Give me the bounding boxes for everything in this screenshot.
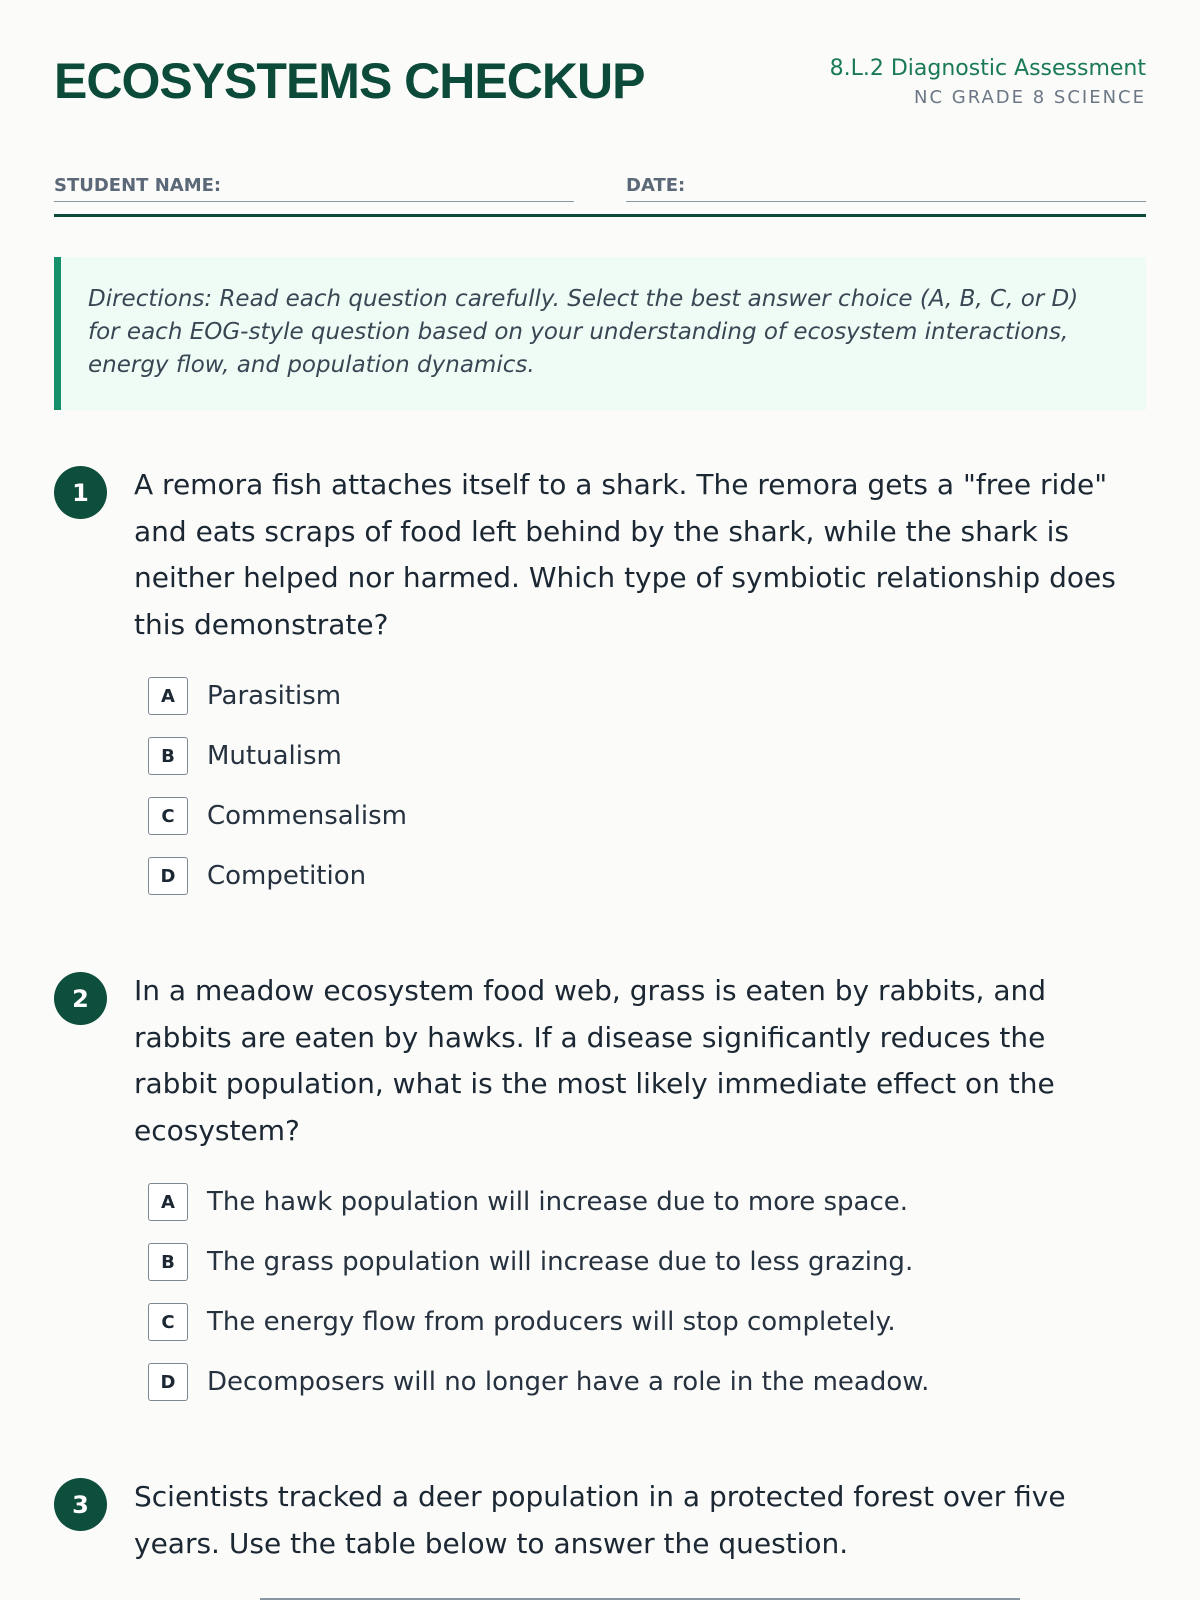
option-text: Commensalism	[207, 801, 407, 831]
course-name: NC GRADE 8 SCIENCE	[913, 87, 1146, 108]
question-number-badge: 2	[54, 972, 107, 1025]
question-number-badge: 1	[54, 466, 107, 519]
question-text: Scientists tracked a deer population in a protected forest over five years. Use the table below to answer the question.	[134, 1480, 1066, 1560]
answer-option-b[interactable]	[148, 1232, 1146, 1292]
answer-options	[134, 1172, 1146, 1412]
option-letter-box[interactable]: C	[148, 797, 188, 835]
option-letter-box[interactable]: C	[148, 1303, 188, 1341]
answer-option-b[interactable]	[148, 726, 1146, 786]
assessment-meta	[830, 56, 1146, 108]
answer-option-a[interactable]	[148, 666, 1146, 726]
option-text: Competition	[207, 861, 367, 891]
question-number-badge: 3	[54, 1478, 107, 1531]
option-letter-box[interactable]: B	[148, 737, 188, 775]
answer-option-d[interactable]	[148, 1352, 1146, 1412]
student-name-field[interactable]	[54, 162, 574, 202]
answer-option-c[interactable]	[148, 1292, 1146, 1352]
option-text: The grass population will increase due to less grazing.	[207, 1247, 914, 1277]
option-text: The energy flow from producers will stop completely.	[207, 1307, 896, 1337]
date-field[interactable]	[626, 162, 1146, 202]
option-text: Mutualism	[207, 741, 342, 771]
option-text: Decomposers will no longer have a role in the meadow.	[207, 1367, 930, 1397]
assessment-name: 8.L.2 Diagnostic Assessment	[829, 56, 1146, 81]
header-divider	[54, 214, 1146, 217]
option-letter-box[interactable]: D	[148, 857, 188, 895]
date-label: DATE:	[626, 175, 686, 196]
answer-options	[134, 666, 1146, 906]
answer-option-d[interactable]	[148, 846, 1146, 906]
student-fields	[54, 162, 1146, 214]
question-3	[54, 1474, 1146, 1567]
option-letter-box[interactable]: A	[148, 677, 188, 715]
directions-box: Directions: Read each question carefully. Select the best answer choice (A, B, C, or D) for each EOG-style question based on your understanding of ecosystem interactions, energy flow, and population dynamics.	[54, 257, 1146, 410]
answer-option-a[interactable]	[148, 1172, 1146, 1232]
option-letter-box[interactable]: D	[148, 1363, 188, 1401]
student-name-label: STUDENT NAME:	[54, 175, 222, 196]
option-text: Parasitism	[207, 681, 342, 711]
question-text: In a meadow ecosystem food web, grass is eaten by rabbits, and rabbits are eaten by hawks. If a disease significantly reduces the rabbit population, what is the most likely immediate effect on the ecosystem?	[134, 974, 1055, 1147]
question-text: A remora fish attaches itself to a shark. The remora gets a "free ride" and eats scraps of food left behind by the shark, while the shark is neither helped nor harmed. Which type of symbiotic relationship does this demonstrate?	[134, 468, 1116, 641]
page-title: ECOSYSTEMS CHECKUP	[54, 53, 645, 109]
option-text: The hawk population will increase due to more space.	[207, 1187, 909, 1217]
header	[54, 0, 1146, 150]
answer-option-c[interactable]	[148, 786, 1146, 846]
option-letter-box[interactable]: B	[148, 1243, 188, 1281]
option-letter-box[interactable]: A	[148, 1183, 188, 1221]
question-2	[54, 968, 1146, 1412]
question-1	[54, 462, 1146, 906]
